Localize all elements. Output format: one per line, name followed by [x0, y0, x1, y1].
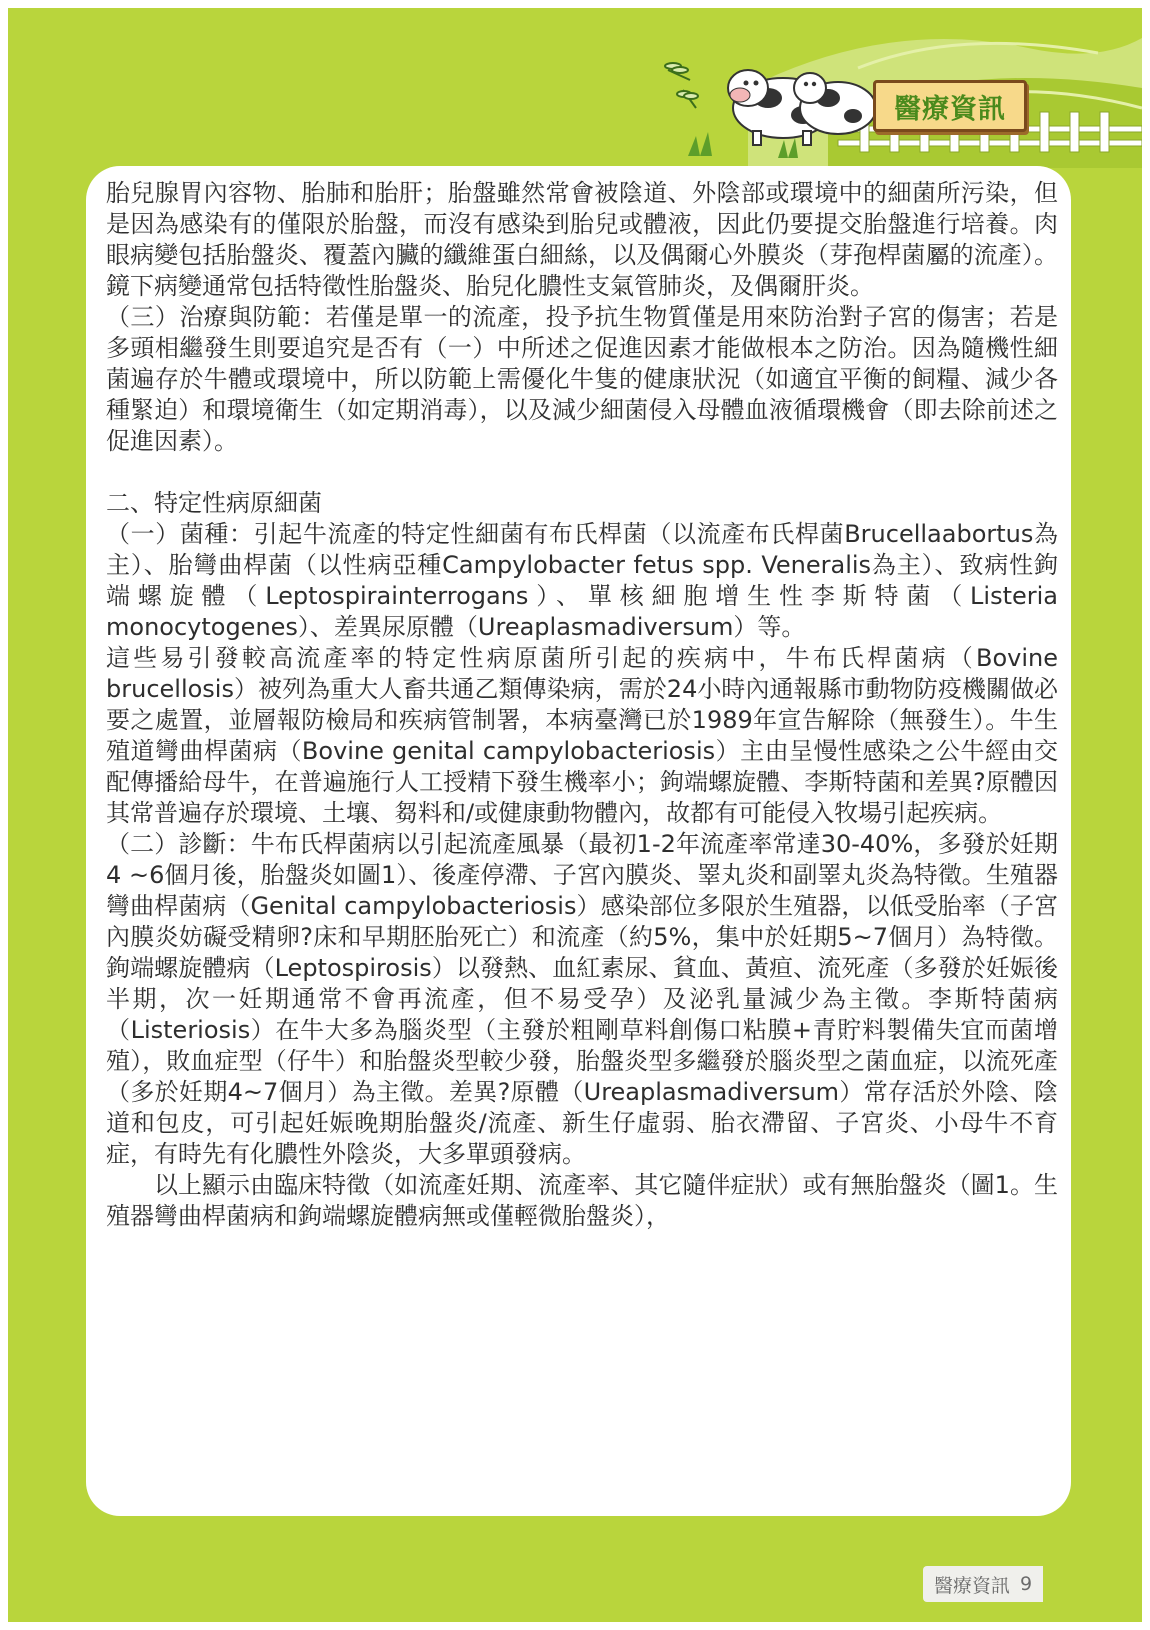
- page-footer-tab: [923, 1566, 1043, 1602]
- page-background: [8, 8, 1142, 1622]
- paragraph: （二）診斷：牛布氏桿菌病以引起流產風暴（最初1-2年流產率常達30-40%，多發於妊期4 ~6個月後，胎盤炎如圖1）、後產停滯、子宮內膜炎、睪丸炎和副睪丸炎為特徵。生殖器彎曲桿菌病（Genital campylobacteriosis）感染部位多限於生殖器，以低受胎率（子宮內膜炎妨礙受精卵?床和早期胚胎死亡）和流產（約5%，集中於妊期5~7個月）為特徵。鉤端螺旋體病（Leptospirosis）以發熱、血紅素尿、貧血、黃疸、流死產（多發於妊娠後半期，次一妊期通常不會再流產，但不易受孕）及泌乳量減少為主徵。李斯特菌病（Listeriosis）在牛大多為腦炎型（主發於粗剛草料創傷口粘膜+青貯料製備失宜而菌增殖），敗血症型（仔牛）和胎盤炎型較少發，胎盤炎型多繼發於腦炎型之菌血症，以流死產（多於妊期4~7個月）為主徵。差異?原體（Ureaplasmadiversum）常存活於外陰、陰道和包皮，可引起妊娠晚期胎盤炎/流產、新生仔虛弱、胎衣滯留、子宮炎、小母牛不育症，有時先有化膿性外陰炎，大多單頭發病。: [106, 830, 1058, 1168]
- page-number: 9: [1019, 1573, 1033, 1595]
- article-body: [106, 178, 1058, 1232]
- paragraph-spacer: [106, 457, 1058, 488]
- paragraph: 以上顯示由臨床特徵（如流產妊期、流產率、其它隨伴症狀）或有無胎盤炎（圖1。生殖器彎曲桿菌病和鉤端螺旋體病無或僅輕微胎盤炎），: [106, 1171, 1058, 1230]
- footer-section-label: 醫療資訊: [933, 1574, 1010, 1597]
- dragonfly-illustration: [665, 63, 698, 108]
- section-title-badge: 醫療資訊: [873, 80, 1027, 132]
- paragraph: 這些易引發較高流產率的特定性病原菌所引起的疾病中，牛布氏桿菌病（Bovine brucellosis）被列為重大人畜共通乙類傳染病，需於24小時內通報縣市動物防疫機關做必要之處置，並層報防檢局和疾病管制署，本病臺灣已於1989年宣告解除（無發生）。牛生殖道彎曲桿菌病（Bovine genital campylobacteriosis）主由呈慢性感染之公牛經由交配傳播給母牛，在普遍施行人工授精下發生機率小；鉤端螺旋體、李斯特菌和差異?原體因其常普遍存於環境、土壤、芻料和/或健康動物體內，故都有可能侵入牧場引起疾病。: [106, 644, 1058, 827]
- section-heading: 二、特定性病原細菌: [106, 489, 322, 517]
- paragraph: 胎兒腺胃內容物、胎肺和胎肝；胎盤雖然常會被陰道、外陰部或環境中的細菌所污染，但是因為感染有的僅限於胎盤，而沒有感染到胎兒或體液，因此仍要提交胎盤進行培養。肉眼病變包括胎盤炎、覆蓋內臟的纖維蛋白細絲，以及偶爾心外膜炎（芽孢桿菌屬的流產）。鏡下病變通常包括特徵性胎盤炎、胎兒化膿性支氣管肺炎，及偶爾肝炎。: [106, 179, 1058, 300]
- paragraph: （三）治療與防範：若僅是單一的流產，投予抗生物質僅是用來防治對子宮的傷害；若是多頭相繼發生則要追究是否有（一）中所述之促進因素才能做根本之防治。因為隨機性細菌遍存於牛體或環境中，所以防範上需優化牛隻的健康狀況（如適宜平衡的飼糧、減少各種緊迫）和環境衛生（如定期消毒），以及減少細菌侵入母體血液循環機會（即去除前述之促進因素）。: [106, 303, 1058, 455]
- paragraph: （一）菌種：引起牛流產的特定性細菌有布氏桿菌（以流產布氏桿菌Brucellaabortus為主）、胎彎曲桿菌（以性病亞種Campylobacter fetus spp. Veneralis為主）、致病性鉤端螺旋體（Leptospirainterrogans）、單核細胞增生性李斯特菌（Listeria monocytogenes）、差異尿原體（Ureaplasmadiversum）等。: [106, 520, 1058, 641]
